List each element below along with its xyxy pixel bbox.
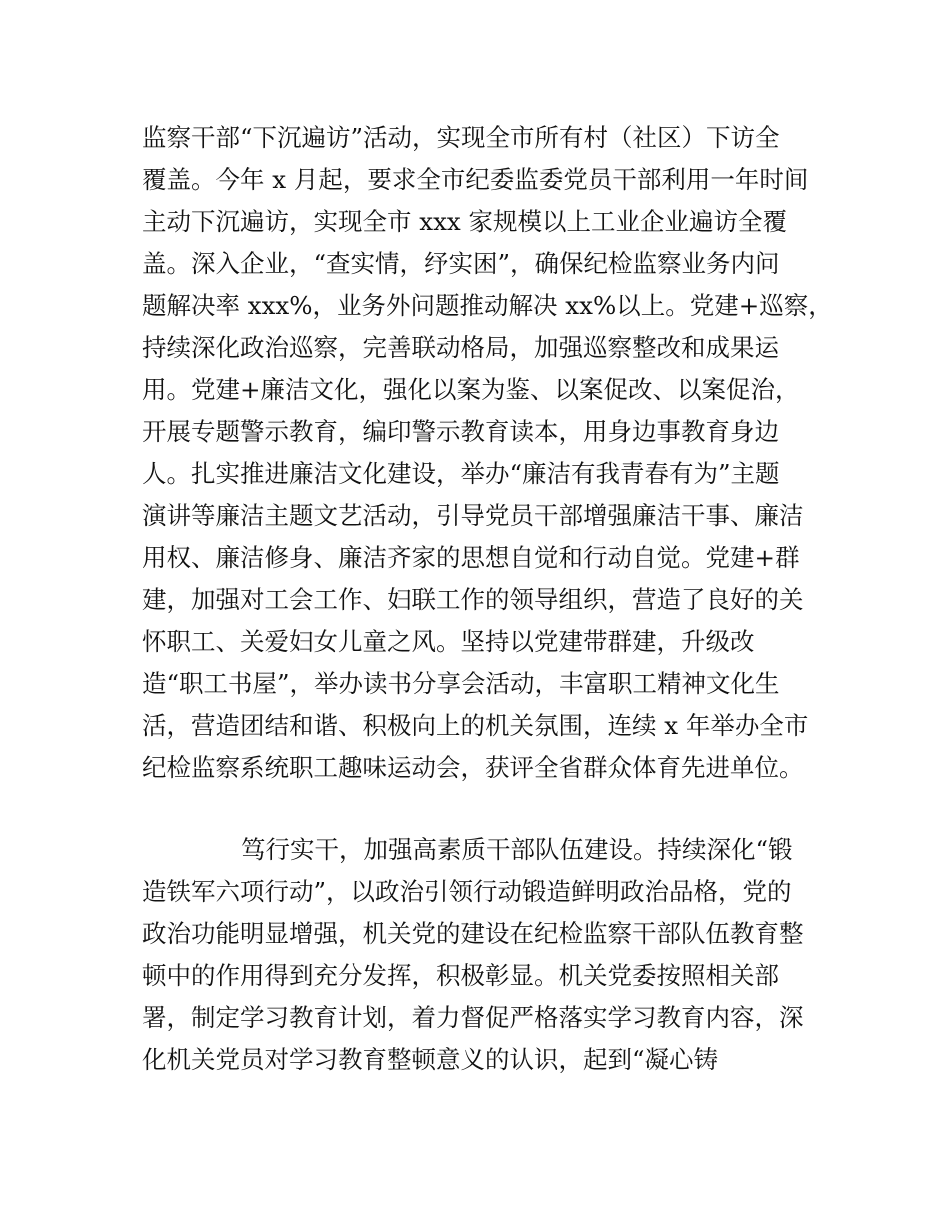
text-line: 笃行实干，加强高素质干部队伍建设。持续深化“锻 [241,835,793,864]
text-line: 覆盖。今年 x 月起，要求全市纪委监委党员干部利用一年时间 [142,165,809,194]
text-line: 人。扎实推进廉洁文化建设，举办“廉洁有我青春有为”主题 [142,459,780,488]
text-line: 活，营造团结和谐、积极向上的机关氛围，连续 x 年举办全市 [142,711,809,740]
text-line: 用。党建+廉洁文化，强化以案为鉴、以案促改、以案促治， [142,375,800,404]
text-line: 署，制定学习教育计划，着力督促严格落实学习教育内容，深 [142,1003,804,1032]
text-line: 造“职工书屋”，举办读书分享会活动，丰富职工精神文化生 [142,669,780,698]
text-line: 建，加强对工会工作、妇联工作的领导组织，营造了良好的关 [142,585,804,614]
text-line: 演讲等廉洁主题文艺活动，引导党员干部增强廉洁干事、廉洁 [142,501,804,530]
text-line: 监察干部“下沉遍访”活动，实现全市所有村（社区）下访全 [142,123,780,152]
text-line: 怀职工、关爱妇女儿童之风。坚持以党建带群建，升级改 [142,627,755,656]
text-line: 顿中的作用得到充分发挥，积极彰显。机关党委按照相关部 [142,961,779,990]
text-line: 造铁军六项行动”，以政治引领行动锻造鲜明政治品格，党的 [142,877,792,906]
text-line: 主动下沉遍访，实现全市 xxx 家规模以上工业企业遍访全覆 [142,207,788,236]
text-line: 政治功能明显增强，机关党的建设在纪检监察干部队伍教育整 [142,919,804,948]
text-line: 化机关党员对学习教育整顿意义的认识，起到“凝心铸 [142,1045,719,1074]
text-line: 盖。深入企业，“查实情，纾实困”，确保纪检监察业务内问 [142,249,780,278]
text-line: 题解决率 xxx%，业务外问题推动解决 xx%以上。党建+巡察， [142,291,833,320]
text-line: 用权、廉洁修身、廉洁齐家的思想自觉和行动自觉。党建+群 [142,543,800,572]
text-line: 纪检监察系统职工趣味运动会，获评全省群众体育先进单位。 [142,753,804,782]
text-line: 持续深化政治巡察，完善联动格局，加强巡察整改和成果运 [142,333,779,362]
text-line: 开展专题警示教育，编印警示教育读本，用身边事教育身边 [142,417,779,446]
